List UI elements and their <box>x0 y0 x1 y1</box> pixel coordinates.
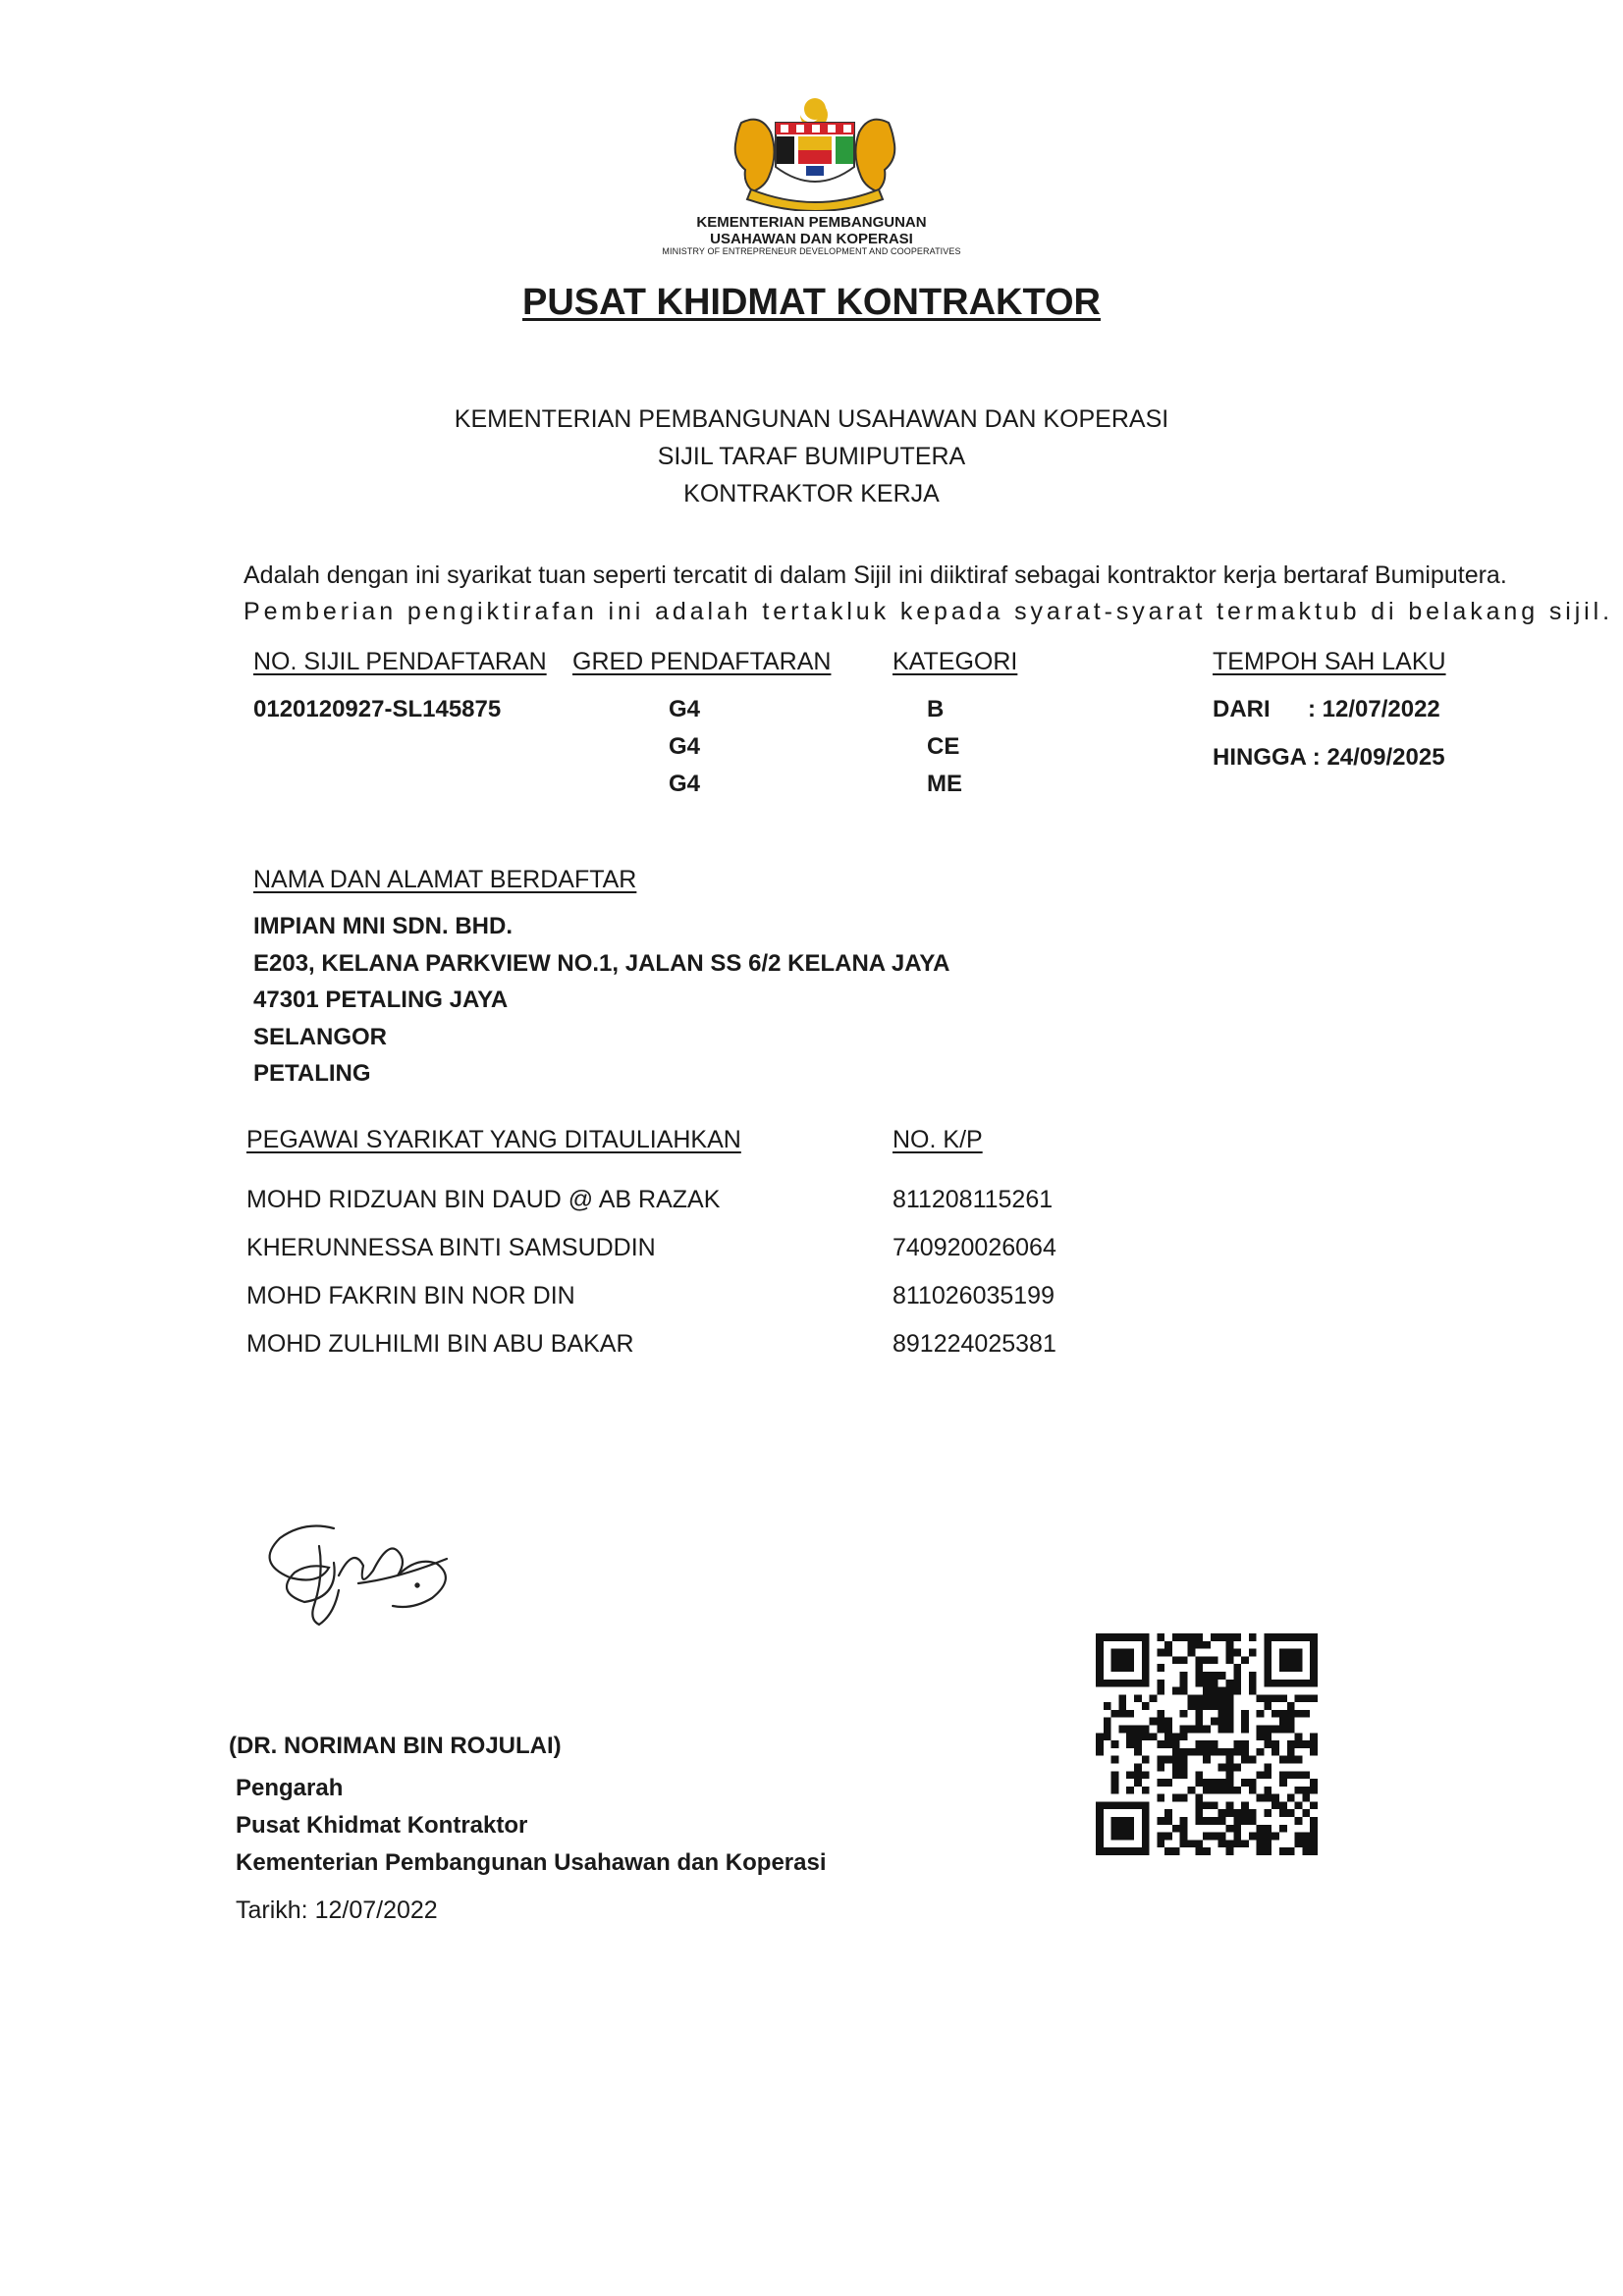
qr-code-icon <box>1096 1633 1318 1855</box>
ministry-logo-line-3: MINISTRY OF ENTREPRENEUR DEVELOPMENT AND COOPERATIVES <box>662 246 961 256</box>
officer-name: MOHD RIDZUAN BIN DAUD @ AB RAZAK <box>246 1186 721 1213</box>
subheading-ministry: KEMENTERIAN PEMBANGUNAN USAHAWAN DAN KOPERASI <box>454 405 1169 433</box>
kategori-value: CE <box>927 733 960 760</box>
label-gred: GRED PENDAFTARAN <box>572 648 832 675</box>
officer-kp: 811026035199 <box>893 1282 1055 1309</box>
subheading-certificate: SIJIL TARAF BUMIPUTERA <box>657 443 966 470</box>
coat-of-arms-icon <box>722 93 908 211</box>
gred-value: G4 <box>669 696 701 722</box>
officer-name: MOHD ZULHILMI BIN ABU BAKAR <box>246 1330 634 1358</box>
gred-value: G4 <box>669 771 701 797</box>
officer-kp: 891224025381 <box>893 1330 1056 1358</box>
address-line: E203, KELANA PARKVIEW NO.1, JALAN SS 6/2 KELANA JAYA <box>253 950 950 977</box>
signatory-name: (DR. NORIMAN BIN ROJULAI) <box>229 1733 562 1759</box>
address-line: SELANGOR <box>253 1024 388 1050</box>
subheading-contractor-type: KONTRAKTOR KERJA <box>683 480 940 507</box>
gred-value: G4 <box>669 733 701 760</box>
officer-kp: 740920026064 <box>893 1234 1056 1261</box>
signatory-organisation: Pusat Khidmat Kontraktor <box>236 1812 528 1839</box>
tempoh-dari-value: : 12/07/2022 <box>1308 696 1440 722</box>
label-kategori: KATEGORI <box>893 648 1018 675</box>
kategori-value: ME <box>927 771 962 797</box>
officer-name: KHERUNNESSA BINTI SAMSUDDIN <box>246 1234 656 1261</box>
label-company-address: NAMA DAN ALAMAT BERDAFTAR <box>253 866 637 893</box>
label-tempoh: TEMPOH SAH LAKU <box>1213 648 1446 675</box>
kategori-value: B <box>927 696 945 722</box>
address-line: PETALING <box>253 1060 371 1087</box>
issue-date: Tarikh: 12/07/2022 <box>236 1896 438 1924</box>
label-no-kp: NO. K/P <box>893 1126 983 1153</box>
signatory-role: Pengarah <box>236 1775 344 1801</box>
officer-name: MOHD FAKRIN BIN NOR DIN <box>246 1282 575 1309</box>
officer-kp: 811208115261 <box>893 1186 1054 1213</box>
label-officers: PEGAWAI SYARIKAT YANG DITAULIAHKAN <box>246 1126 741 1153</box>
company-name: IMPIAN MNI SDN. BHD. <box>253 913 513 939</box>
label-no-sijil: NO. SIJIL PENDAFTARAN <box>253 648 547 675</box>
address-line: 47301 PETALING JAYA <box>253 987 509 1013</box>
no-sijil-value: 0120120927-SL145875 <box>253 696 502 722</box>
intro-line-2: Pemberian pengiktirafan ini adalah tertakluk kepada syarat-syarat termaktub di belakang sijil. <box>243 598 1613 625</box>
signatory-ministry: Kementerian Pembangunan Usahawan dan Koperasi <box>236 1849 827 1876</box>
ministry-logo-line-1: KEMENTERIAN PEMBANGUNAN <box>696 214 927 231</box>
ministry-logo-line-2: USAHAWAN DAN KOPERASI <box>710 231 913 247</box>
tempoh-hingga-value: HINGGA : 24/09/2025 <box>1213 744 1445 771</box>
page-title: PUSAT KHIDMAT KONTRAKTOR <box>522 282 1101 323</box>
signature-image <box>250 1507 486 1634</box>
intro-line-1: Adalah dengan ini syarikat tuan seperti tercatit di dalam Sijil ini diiktiraf sebagai kontraktor kerja bertaraf Bumiputera. <box>243 561 1507 589</box>
tempoh-dari-label: DARI <box>1213 696 1271 722</box>
